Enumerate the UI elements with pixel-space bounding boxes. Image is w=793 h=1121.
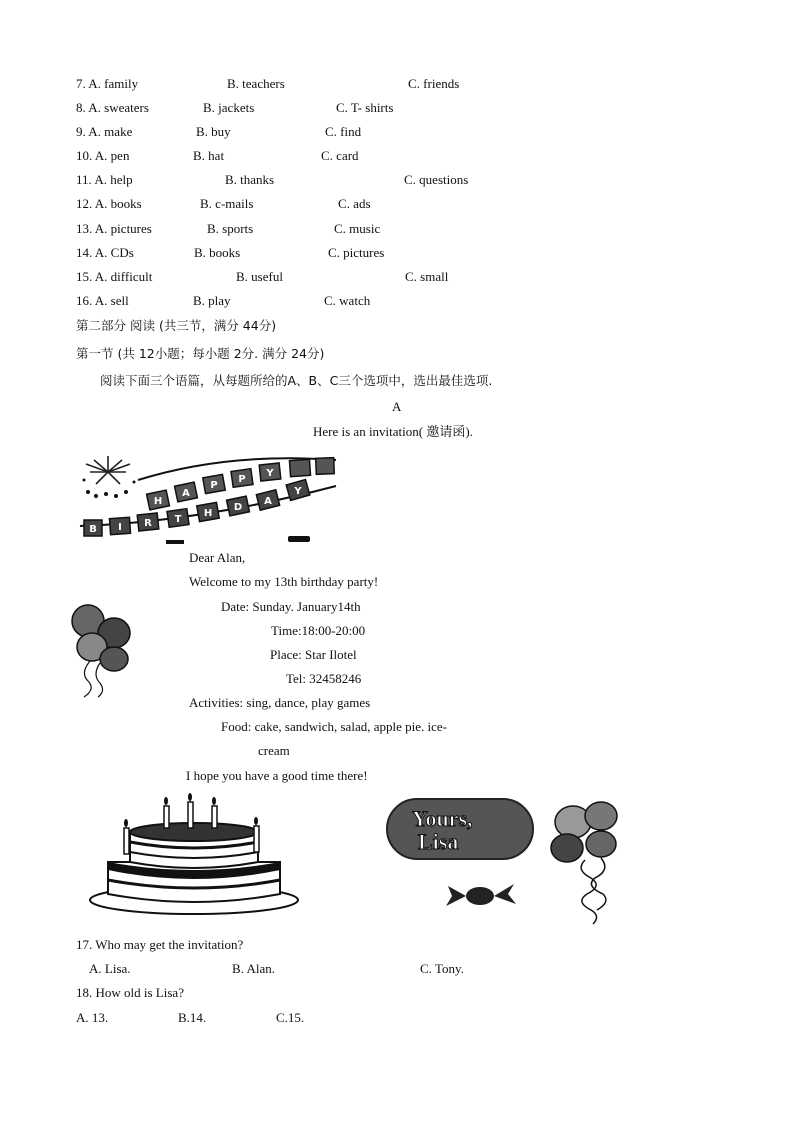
option-a: A. sweaters	[88, 100, 149, 115]
option-b: B. jackets	[203, 100, 255, 115]
question-number: 14.	[76, 245, 93, 260]
closing-line: I hope you have a good time there!	[186, 768, 368, 783]
banner-letter: A	[264, 496, 272, 507]
option-a: A. books	[94, 196, 142, 211]
question-number: 16.	[76, 293, 93, 308]
option-b: B. useful	[236, 269, 283, 284]
question-number: 7.	[76, 76, 86, 91]
question-18-stem: 18. How old is Lisa?	[76, 985, 184, 1000]
happy-birthday-banner-illustration	[78, 452, 340, 544]
option-b: B. hat	[193, 148, 225, 163]
instruction-text: 阅读下面三个语篇，从每题所给的A、B、C三个选项中，选出最佳选项.	[100, 373, 493, 388]
option-c: C. questions	[404, 172, 469, 187]
option-b: B. play	[193, 293, 231, 308]
passage-letter: A	[392, 399, 402, 414]
question-18-option-a: A. 13.	[76, 1010, 109, 1025]
question-17-option-b: B. Alan.	[232, 961, 275, 976]
question-17-stem: 17. Who may get the invitation?	[76, 937, 244, 952]
passage-intro: Here is an invitation( 邀请函).	[313, 424, 473, 439]
banner-letter: Y	[266, 468, 274, 479]
question-17-option-a: A. Lisa.	[89, 961, 131, 976]
cloze-q9	[76, 124, 132, 140]
banner-letter: D	[233, 502, 243, 513]
option-b: B. books	[194, 245, 241, 260]
welcome-line: Welcome to my 13th birthday party!	[189, 574, 379, 589]
question-number: 15.	[76, 269, 93, 284]
tel-line: Tel: 32458246	[286, 671, 362, 686]
question-17-option-c: C. Tony.	[420, 961, 464, 976]
question-number: 11.	[76, 172, 92, 187]
option-c: C. watch	[324, 293, 371, 308]
food-line: Food: cake, sandwich, salad, apple pie. ice-	[221, 719, 447, 734]
option-c: C. friends	[408, 76, 460, 91]
banner-letter: Y	[294, 486, 302, 497]
birthday-cake-illustration	[88, 796, 304, 920]
date-line: Date: Sunday. January14th	[221, 599, 361, 614]
cloze-q8	[76, 100, 149, 116]
sub-section-title: 第一节 (共 12小题；每小题 2分. 满分 24分)	[76, 346, 325, 361]
cloze-q15	[76, 269, 152, 285]
time-line: Time:18:00-20:00	[271, 623, 366, 638]
cloze-q14	[76, 245, 134, 261]
question-number: 9.	[76, 124, 86, 139]
candy-icon	[444, 878, 516, 912]
banner-letter: B	[89, 524, 97, 535]
banner-letter: R	[144, 518, 152, 529]
option-a: A. pictures	[94, 221, 152, 236]
question-number: 13.	[76, 221, 93, 236]
option-c: C. music	[334, 221, 381, 236]
activities-line: Activities: sing, dance, play games	[189, 695, 371, 710]
option-c: C. find	[325, 124, 362, 139]
cloze-q12	[76, 196, 142, 212]
banner-letter: P	[238, 474, 246, 485]
option-b: B. thanks	[225, 172, 275, 187]
balloons-right-illustration	[545, 798, 619, 924]
option-c: C. ads	[338, 196, 371, 211]
place-line: Place: Star Ilotel	[270, 647, 357, 662]
option-b: B. c-mails	[200, 196, 254, 211]
question-18-option-c: C.15.	[276, 1010, 305, 1025]
cloze-q16	[76, 293, 129, 309]
option-c: C. pictures	[328, 245, 385, 260]
option-b: B. buy	[196, 124, 231, 139]
banner-letter: A	[182, 488, 190, 499]
banner-letter: H	[153, 496, 163, 507]
option-b: B. teachers	[227, 76, 285, 91]
option-a: A. family	[88, 76, 139, 91]
part-title: 第二部分 阅读 (共三节，满分 44分)	[76, 318, 277, 333]
option-c: C. small	[405, 269, 449, 284]
option-a: A. sell	[94, 293, 129, 308]
option-b: B. sports	[207, 221, 254, 236]
option-a: A. help	[94, 172, 133, 187]
question-18-option-b: B.14.	[178, 1010, 207, 1025]
food-line-continued: cream	[258, 743, 290, 758]
banner-letter: P	[210, 480, 218, 491]
signoff-yours: Yours,	[412, 806, 473, 831]
balloons-left-illustration	[70, 603, 132, 697]
banner-letter: H	[203, 508, 213, 519]
question-number: 8.	[76, 100, 86, 115]
cloze-q13	[76, 221, 152, 237]
question-number: 12.	[76, 196, 93, 211]
question-number: 10.	[76, 148, 93, 163]
signoff-badge	[386, 798, 534, 860]
cloze-q10	[76, 148, 129, 164]
option-a: A. pen	[94, 148, 130, 163]
banner-letter: T	[174, 514, 182, 525]
option-a: A. CDs	[94, 245, 134, 260]
signoff-name: Lisa	[418, 829, 459, 854]
greeting: Dear Alan,	[189, 550, 246, 565]
option-a: A. difficult	[94, 269, 153, 284]
option-a: A. make	[88, 124, 133, 139]
banner-letter: I	[118, 522, 122, 533]
option-c: C. T- shirts	[336, 100, 394, 115]
cloze-q7	[76, 76, 138, 92]
option-c: C. card	[321, 148, 359, 163]
cloze-q11	[76, 172, 133, 188]
